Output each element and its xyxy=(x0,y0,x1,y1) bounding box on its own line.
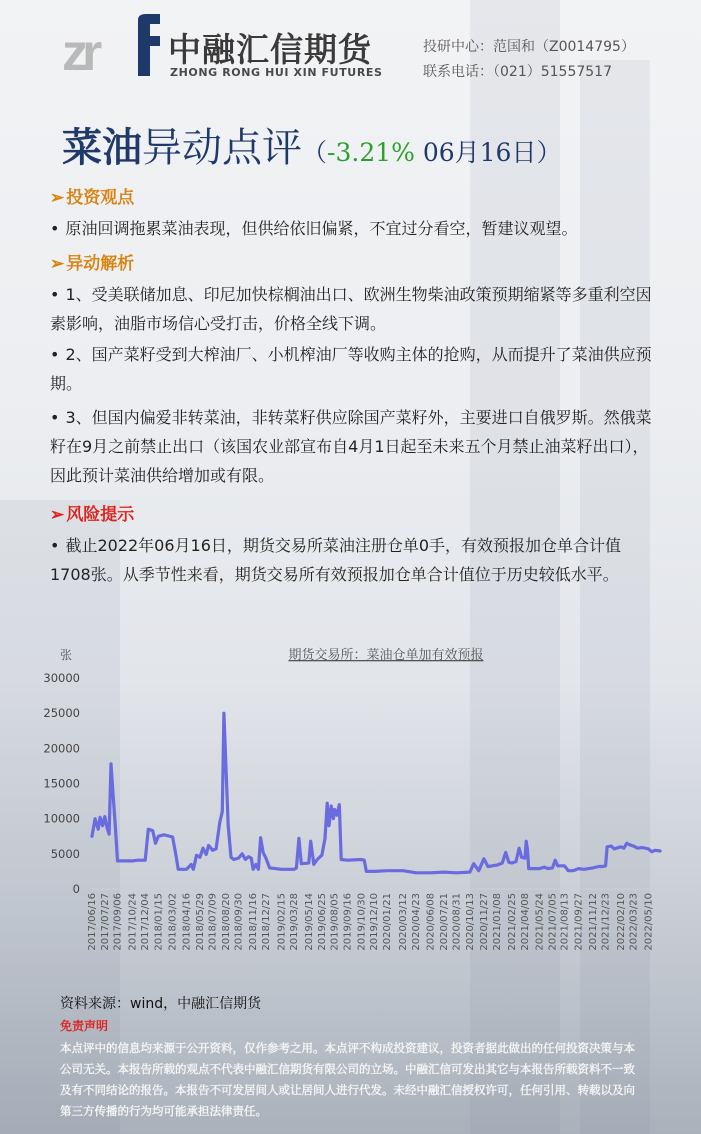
x-tick-label: 2021/05/24 xyxy=(534,893,546,951)
company-name-en: ZHONG RONG HUI XIN FUTURES xyxy=(170,66,383,79)
section-title: 异动解析 xyxy=(66,254,135,274)
x-tick-label: 2021/04/08 xyxy=(519,893,531,951)
title-main: 菜油 xyxy=(62,124,142,171)
warehouse-receipt-chart xyxy=(40,638,670,978)
analysis-text: 2、国产菜籽受到大榨油厂、小机榨油厂等收购主体的抢购，从而提升了菜油供应预期。 xyxy=(50,345,652,393)
title-sub: 异动点评 xyxy=(142,125,302,171)
disclaimer-title: 免责声明 xyxy=(60,1019,109,1033)
bullet-icon: • xyxy=(50,345,60,364)
y-tick-label: 10000 xyxy=(43,811,80,826)
bullet-icon: • xyxy=(50,285,60,304)
section-investment-view xyxy=(50,183,134,208)
x-tick-label: 2017/09/06 xyxy=(112,893,124,951)
y-tick-label: 15000 xyxy=(43,776,80,791)
x-tick-label: 2022/02/10 xyxy=(615,893,627,951)
title-paren-open: （ xyxy=(302,138,328,167)
section-analysis xyxy=(50,249,134,274)
section-title: 投资观点 xyxy=(66,188,135,208)
x-tick-label: 2020/01/21 xyxy=(382,893,394,951)
y-tick-label: 5000 xyxy=(50,846,80,861)
x-tick-label: 2018/12/27 xyxy=(260,893,272,951)
x-tick-label: 2019/02/15 xyxy=(276,893,288,951)
section-title: 风险提示 xyxy=(66,505,135,525)
x-tick-label: 2018/09/30 xyxy=(233,893,245,951)
title-paren-close: ） xyxy=(536,138,562,167)
analysis-item-2 xyxy=(50,340,656,398)
x-tick-label: 2019/05/14 xyxy=(303,893,315,951)
chart-svg xyxy=(40,638,670,978)
x-tick-label: 2020/11/27 xyxy=(478,893,490,951)
arrow-icon: ➢ xyxy=(50,188,65,208)
y-tick-label: 0 xyxy=(72,882,80,896)
x-tick-label: 2020/10/13 xyxy=(464,893,476,951)
x-tick-label: 2022/03/23 xyxy=(628,893,640,951)
contact-phone: 联系电话：（021）51557517 xyxy=(423,64,612,80)
x-tick-label: 2018/07/09 xyxy=(207,893,219,951)
x-tick-label: 2018/04/16 xyxy=(181,893,193,951)
bullet-icon: • xyxy=(50,408,60,427)
x-tick-label: 2019/06/25 xyxy=(316,893,328,951)
x-tick-label: 2017/10/24 xyxy=(127,893,139,951)
analysis-item-1 xyxy=(50,280,656,338)
arrow-icon: ➢ xyxy=(50,505,65,525)
view-paragraph xyxy=(50,214,656,243)
title-percent-change: -3.21% xyxy=(327,138,415,167)
data-source: 资料来源：wind，中融汇信期货 xyxy=(60,996,262,1012)
x-tick-label: 2022/05/10 xyxy=(643,893,655,951)
x-tick-label: 2021/11/12 xyxy=(587,893,599,951)
x-tick-label: 2018/05/29 xyxy=(194,893,206,951)
x-tick-label: 2018/03/02 xyxy=(167,893,179,951)
x-tick-label: 2020/07/21 xyxy=(438,893,450,951)
x-tick-label: 2017/07/27 xyxy=(99,893,111,951)
arrow-icon: ➢ xyxy=(50,254,65,274)
analysis-text: 1、受美联储加息、印尼加快棕榈油出口、欧洲生物柴油政策预期缩紧等多重利空因素影响，油脂市场信心受打击，价格全线下调。 xyxy=(50,285,652,333)
series-line xyxy=(92,713,660,873)
header xyxy=(0,0,701,100)
view-text: 原油回调拖累菜油表现，但供给依旧偏紧，不宜过分看空，暂建议观望。 xyxy=(65,219,578,238)
x-tick-label: 2019/08/05 xyxy=(329,893,341,951)
risk-paragraph xyxy=(50,531,656,589)
x-tick-label: 2021/09/27 xyxy=(573,893,585,951)
x-tick-label: 2020/04/23 xyxy=(411,893,423,951)
y-axis-label: 张 xyxy=(60,648,73,662)
y-tick-label: 20000 xyxy=(43,741,80,756)
title-date: 06月16日 xyxy=(414,138,537,167)
company-logo-icon xyxy=(62,12,162,78)
analysis-item-3 xyxy=(50,403,656,490)
disclaimer-text: 本点评中的信息均来源于公开资料，仅作参考之用。本点评不构成投资建议，投资者据此做出的任何投资决策与本公司无关。本报告所载的观点不代表中融汇信期货有限公司的立场。中融汇信可发出其它与本报告所载资料不一致及有不同结论的报告。本报告不可发居间人或让居间人进行代发。未经中融汇信授权许可，任何引用、转载以及向第三方传播的行为均可能承担法律责任。 xyxy=(60,1041,635,1118)
svg-text:zr: zr xyxy=(62,24,97,78)
x-tick-label: 2017/12/04 xyxy=(140,893,152,951)
risk-text: 截止2022年06月16日，期货交易所菜油注册仓单0手，有效预报加仓单合计值1708张。从季节性来看，期货交易所有效预报加仓单合计值位于历史较低水平。 xyxy=(50,536,622,584)
contact-researcher: 投研中心：范国和（Z0014795） xyxy=(423,39,635,55)
bullet-icon: • xyxy=(50,219,60,238)
x-tick-label: 2017/06/16 xyxy=(87,893,98,951)
x-tick-label: 2020/03/12 xyxy=(398,893,410,951)
x-tick-label: 2018/11/16 xyxy=(248,893,260,951)
x-tick-label: 2021/07/05 xyxy=(547,893,559,951)
analysis-text: 3、但国内偏爱非转菜油，非转菜籽供应除国产菜籽外，主要进口自俄罗斯。然俄菜籽在9月之前禁止出口（该国农业部宣布自4月1日起至未来五个月禁止油菜籽出口），因此预计菜油供给增加或有限。 xyxy=(50,408,652,485)
x-tick-label: 2018/08/20 xyxy=(220,893,232,951)
x-tick-label: 2021/02/25 xyxy=(506,893,518,951)
x-tick-label: 2019/09/16 xyxy=(342,893,354,951)
x-tick-label: 2021/01/08 xyxy=(492,893,504,951)
x-tick-label: 2021/12/23 xyxy=(600,893,612,951)
page-title xyxy=(62,116,561,173)
x-tick-label: 2020/08/31 xyxy=(451,893,463,951)
y-tick-label: 30000 xyxy=(43,671,80,685)
x-tick-label: 2020/06/08 xyxy=(425,893,437,951)
x-tick-label: 2019/12/10 xyxy=(369,893,381,951)
x-tick-label: 2021/08/13 xyxy=(559,893,571,951)
y-tick-label: 25000 xyxy=(43,706,80,721)
x-tick-label: 2019/10/30 xyxy=(356,893,368,951)
x-tick-label: 2019/03/28 xyxy=(289,893,301,951)
company-name-cn: 中融汇信期货 xyxy=(168,30,372,69)
x-tick-label: 2018/01/15 xyxy=(153,893,165,951)
chart-title: 期货交易所：菜油仓单加有效预报 xyxy=(288,648,484,663)
bullet-icon: • xyxy=(50,536,60,555)
section-risk xyxy=(50,500,134,525)
